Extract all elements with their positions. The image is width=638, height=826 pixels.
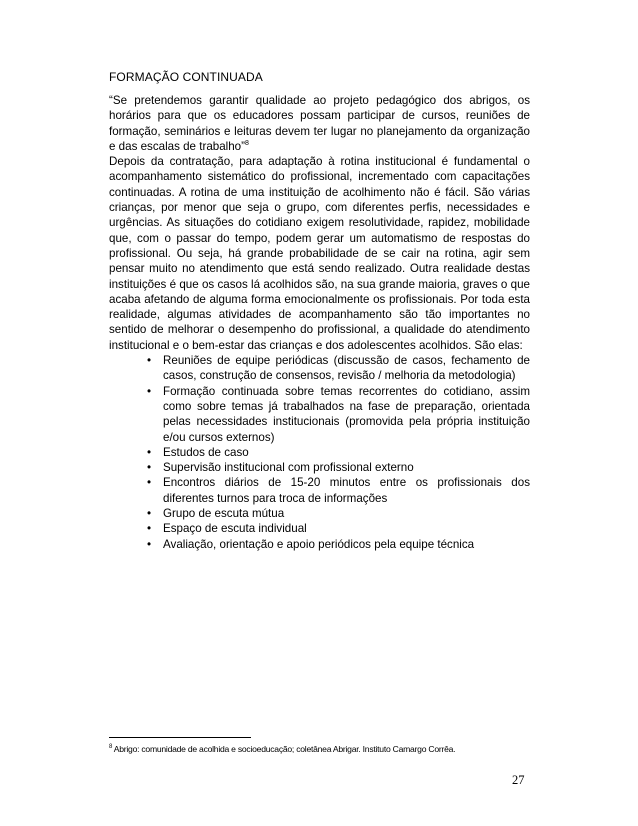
main-paragraph: Depois da contratação, para adaptação à rotina institucional é fundamental o acompanhamento sistemático do profissional, incrementado com capacitações continuadas. A rotina de uma instituição de acolhimento não é fácil. São várias crianças, por menor que seja o grupo, com diferentes perfis, necessidades e urgências. As situações do cotidiano exigem resolutividade, rapidez, mobilidade que, com o passar do tempo, podem gerar um automatismo de respostas do profissional. Ou seja, há grande probabilidade de se cair na rotina, agir sem pensar muito no atendimento que está sendo realizado. Outra realidade destas instituições é que os casos lá acolhidos são, na sua grande maioria, graves o que acaba afetando de alguma forma emocionalmente os profissionais. Por toda esta realidade, algumas atividades de acompanhamento são tão importantes no sentido de melhorar o desempenho do profissional, a qualidade do atendimento institucional e o bem-estar das crianças e dos adolescentes acolhidos. São elas: (109, 155, 530, 352)
list-item: • Avaliação, orientação e apoio periódicos pela equipe técnica (109, 537, 530, 552)
quote-text: “Se pretendemos garantir qualidade ao projeto pedagógico dos abrigos, os horários para que os educadores possam participar de cursos, reuniões de formação, seminários e leituras devem ter lugar no planejamento da organização e das escalas de trabalho” (109, 94, 530, 153)
footnote-ref: 8 (245, 140, 249, 148)
footnote-marker: 8 (109, 744, 113, 751)
footnote-text: Abrigo: comunidade de acolhida e socioeducação; coletânea Abrigar. Instituto Camargo Corrêa. (113, 744, 456, 754)
page-number: 27 (512, 773, 525, 787)
list-item: • Formação continuada sobre temas recorrentes do cotidiano, assim como sobre temas já trabalhados na fase de preparação, orientada pelas necessidades institucionais (promovida pela própria instituição e/ou cursos externos) (109, 384, 530, 445)
list-item: • Reuniões de equipe periódicas (discussão de casos, fechamento de casos, construção de consensos, revisão / melhoria da metodologia) (109, 353, 530, 384)
footnote (109, 744, 539, 754)
body-text (109, 93, 530, 552)
section-heading: FORMAÇÃO CONTINUADA (109, 70, 263, 84)
quote-paragraph (109, 93, 530, 154)
list-item: • Encontros diários de 15-20 minutos entre os profissionais dos diferentes turnos para troca de informações (109, 475, 530, 506)
list-item: • Espaço de escuta individual (109, 521, 530, 536)
activities-list (109, 353, 530, 552)
list-item: • Supervisão institucional com profissional externo (109, 460, 530, 475)
list-item: • Grupo de escuta mútua (109, 506, 530, 521)
footnote-divider (109, 737, 251, 738)
list-item: • Estudos de caso (109, 445, 530, 460)
